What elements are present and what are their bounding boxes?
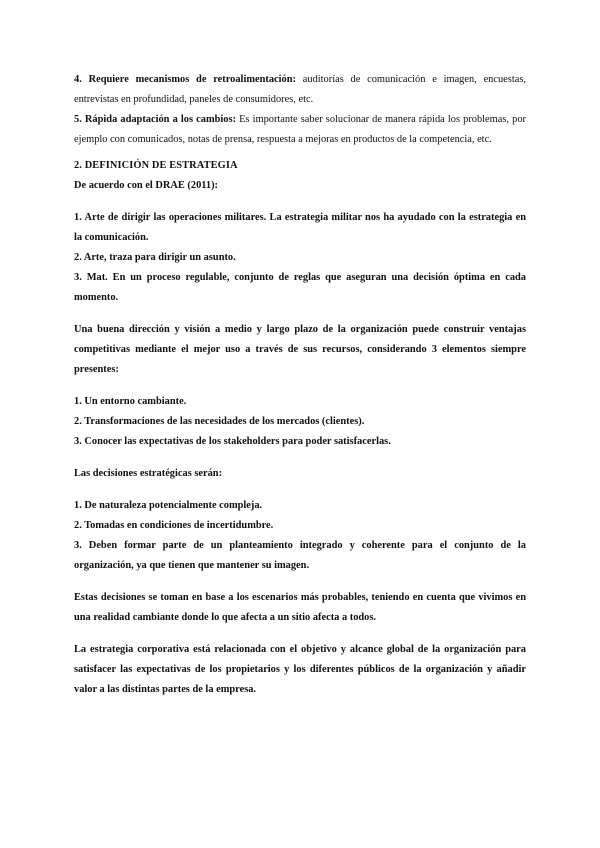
item-5-text: Es importante saber solucionar de manera rápida los problemas, por ejemplo con comunicados, notas de prensa, respuesta a mejoras en productos de la competencia, etc. <box>74 114 526 145</box>
drae-definitions <box>74 208 526 308</box>
item-5 <box>74 110 526 150</box>
decision-3: 3. Deben formar parte de un planteamiento integrado y coherente para el conjunto de la organización, ya que tienen que mantener su imagen. <box>74 540 526 571</box>
drae-def-3: 3. Mat. En un proceso regulable, conjunto de reglas que aseguran una decisión óptima en cada momento. <box>74 272 526 303</box>
elements-list <box>74 392 526 452</box>
item-4-number: 4. <box>74 74 82 85</box>
corporate-strategy-paragraph: La estrategia corporativa está relacionada con el objetivo y alcance global de la organización para satisfacer las expectativas de los propietarios y los diferentes públicos de la organización y añadir valor a las distintas partes de la empresa. <box>74 644 526 695</box>
item-4-text: auditorías de comunicación e imagen, encuestas, entrevistas en profundidad, paneles de consumidores, etc. <box>74 74 526 105</box>
decision-2: 2. Tomadas en condiciones de incertidumbre. <box>74 520 274 531</box>
decision-1: 1. De naturaleza potencialmente compleja. <box>74 500 263 511</box>
scenarios-paragraph: Estas decisiones se toman en base a los escenarios más probables, teniendo en cuenta que vivimos en una realidad cambiante donde lo que afecta a un sitio afecta a todos. <box>74 592 526 623</box>
document-body <box>74 70 526 700</box>
element-2: 2. Transformaciones de las necesidades de los mercados (clientes). <box>74 416 365 427</box>
vision-paragraph: Una buena dirección y visión a medio y largo plazo de la organización puede construir ventajas competitivas mediante el mejor uso a través de sus recursos, considerando 3 elementos siempre presentes: <box>74 324 526 375</box>
decisions-list <box>74 496 526 576</box>
element-1: 1. Un entorno cambiante. <box>74 396 187 407</box>
item-4 <box>74 70 526 110</box>
item-5-lead: Rápida adaptación a los cambios: <box>84 114 236 125</box>
drae-def-1: 1. Arte de dirigir las operaciones militares. La estrategia militar nos ha ayudado con la estrategia en la comunicación. <box>74 212 526 243</box>
item-5-number: 5. <box>74 114 82 125</box>
section-heading: 2. DEFINICIÓN DE ESTRATEGIA <box>74 160 238 171</box>
drae-intro: De acuerdo con el DRAE (2011): <box>74 180 219 191</box>
element-3: 3. Conocer las expectativas de los stakeholders para poder satisfacerlas. <box>74 436 391 447</box>
item-4-lead: Requiere mecanismos de retroalimentación: <box>88 74 296 85</box>
decisions-intro: Las decisiones estratégicas serán: <box>74 468 223 479</box>
drae-def-2: 2. Arte, traza para dirigir un asunto. <box>74 252 236 263</box>
